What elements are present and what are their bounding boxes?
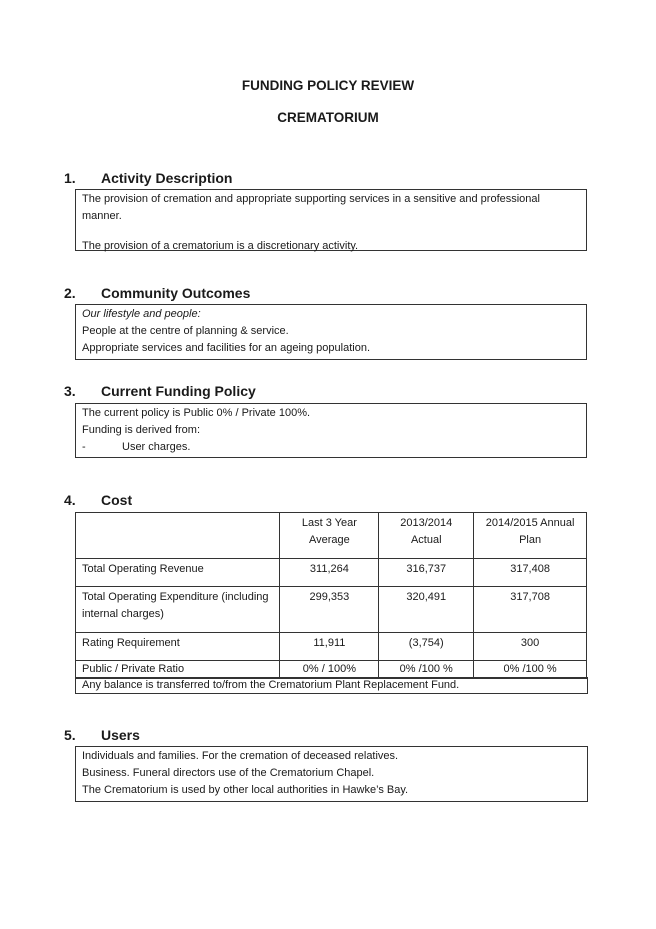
table-cell: 311,264 [280, 559, 379, 587]
table-row [76, 661, 587, 679]
section-title: Activity Description [101, 170, 233, 186]
text-line: The provision of cremation and appropriate supporting services in a sensitive and professional [82, 193, 540, 205]
document-subtitle: CREMATORIUM [277, 110, 379, 125]
section-title: Cost [101, 492, 133, 508]
table-cell: 0% / 100% [280, 661, 379, 679]
section-number: 3. [64, 383, 76, 399]
table-header-row [76, 513, 587, 559]
text-line: The provision of a crematorium is a discretionary activity. [82, 240, 359, 252]
text-line: Appropriate services and facilities for an ageing population. [82, 342, 371, 354]
text-line: Funding is derived from: [82, 424, 200, 436]
table-cell: 0% /100 % [474, 661, 587, 679]
table-row [76, 559, 587, 587]
section-title: Users [101, 727, 140, 743]
table-cell: 300 [474, 633, 587, 661]
table-cell: 316,737 [379, 559, 474, 587]
text-line: Individuals and families. For the cremation of deceased relatives. [82, 750, 399, 762]
section-number: 5. [64, 727, 76, 743]
text-line: manner. [82, 210, 122, 222]
table-cell: 317,408 [474, 559, 587, 587]
table-row [76, 633, 587, 661]
table-cell: 320,491 [379, 587, 474, 633]
table-cell: 299,353 [280, 587, 379, 633]
table-cell: 0% /100 % [379, 661, 474, 679]
section-title: Community Outcomes [101, 285, 251, 301]
funding-policy-box [75, 403, 587, 458]
section-title: Current Funding Policy [101, 383, 256, 399]
table-row [76, 587, 587, 633]
row-label: Public / Private Ratio [76, 661, 280, 679]
bullet-dash: - [82, 441, 86, 453]
section-1-heading [64, 170, 232, 186]
cost-footnote: Any balance is transferred to/from the Crematorium Plant Replacement Fund. [75, 677, 588, 694]
section-number: 1. [64, 170, 76, 186]
section-5-heading [64, 727, 140, 743]
column-header: Last 3 Year Average [280, 513, 379, 559]
text-line: The Crematorium is used by other local authorities in Hawke’s Bay. [82, 784, 409, 796]
row-label: Total Operating Revenue [76, 559, 280, 587]
column-header: 2013/2014 Actual [379, 513, 474, 559]
section-2-heading [64, 285, 250, 301]
table-corner-cell [76, 513, 280, 559]
table-cell: (3,754) [379, 633, 474, 661]
row-label: Total Operating Expenditure (including internal charges) [76, 587, 280, 633]
row-label: Rating Requirement [76, 633, 280, 661]
bullet-line [82, 439, 580, 456]
text-line: Business. Funeral directors use of the Crematorium Chapel. [82, 767, 375, 779]
section-number: 2. [64, 285, 76, 301]
table-cell: 11,911 [280, 633, 379, 661]
users-box [75, 746, 588, 802]
community-outcomes-box [75, 304, 587, 360]
section-4-heading [64, 492, 132, 508]
bullet-text: User charges. [122, 441, 191, 453]
text-line: Our lifestyle and people: [82, 308, 201, 320]
table-cell: 317,708 [474, 587, 587, 633]
document-title: FUNDING POLICY REVIEW [241, 78, 415, 93]
cost-table [75, 512, 587, 679]
section-number: 4. [64, 492, 76, 508]
text-line: The current policy is Public 0% / Private 100%. [82, 407, 311, 419]
column-header: 2014/2015 Annual Plan [474, 513, 587, 559]
activity-description-box [75, 189, 587, 251]
section-3-heading [64, 383, 256, 399]
text-line: People at the centre of planning & service. [82, 325, 289, 337]
